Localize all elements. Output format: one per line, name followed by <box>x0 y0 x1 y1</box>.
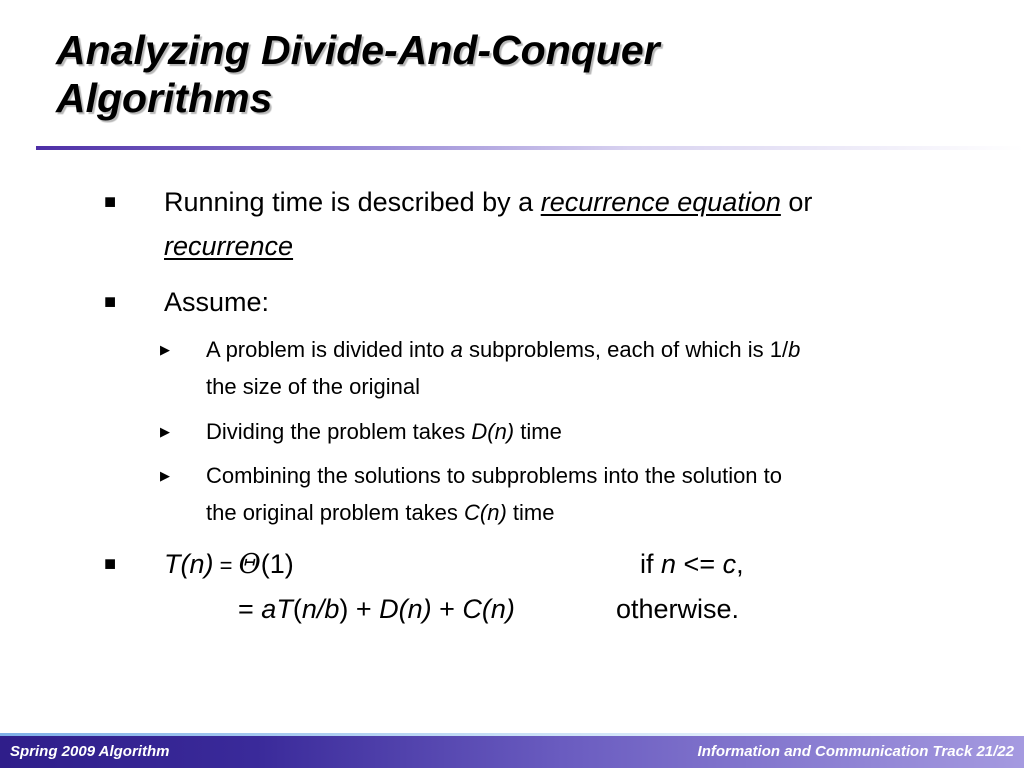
text-segment: ) <box>339 594 349 624</box>
square-bullet-icon: ■ <box>104 553 117 575</box>
subbullet-text <box>206 457 960 531</box>
slide-title-line2: Algorithms <box>56 75 273 121</box>
text-segment: A problem is divided into <box>206 337 451 362</box>
subbullet-divide <box>160 331 960 405</box>
text-segment: time <box>506 500 555 525</box>
var-n: n <box>661 549 677 579</box>
eq-lhs: T(n) <box>164 549 214 579</box>
var-a: a <box>450 337 463 362</box>
text-segment: , <box>736 549 744 579</box>
text-segment: <= <box>676 549 723 579</box>
bullet-assume <box>104 280 994 324</box>
bullet-recurrence <box>104 180 994 268</box>
var-C-n: C(n) <box>462 594 515 624</box>
eq-theta-arg: (1) <box>260 549 294 579</box>
equation-condition-base <box>640 542 744 586</box>
var-D-n: D(n) <box>471 419 515 444</box>
text-segment: if <box>640 549 662 579</box>
subbullet-dividing-time <box>160 413 960 450</box>
subbullet-combining-time <box>160 457 960 531</box>
eq-equals: = <box>238 594 262 624</box>
text-segment: or <box>780 187 813 217</box>
equation-line-base <box>164 542 294 588</box>
var-a: a <box>261 594 277 624</box>
text-segment: + <box>431 594 463 624</box>
bullet-text: Assume: <box>164 287 270 317</box>
square-bullet-icon: ■ <box>104 291 117 313</box>
text-segment: subproblems, each of which is 1/ <box>462 337 789 362</box>
var-n-over-b: n/b <box>301 594 340 624</box>
text-segment: otherwise. <box>616 594 740 624</box>
triangle-bullet-icon: ▶ <box>160 342 170 357</box>
triangle-bullet-icon: ▶ <box>160 468 170 483</box>
text-segment: Combining the solutions to subproblems into the solution to <box>206 463 783 488</box>
text-segment: the size of the original <box>206 374 421 399</box>
footer-track-page: Information and Communication Track 21/22 <box>697 743 1014 760</box>
text-segment: ( <box>292 594 302 624</box>
equation-condition-otherwise <box>616 587 739 631</box>
equation-line-recursive <box>238 587 515 631</box>
subbullet-text <box>206 331 960 405</box>
square-bullet-icon: ■ <box>104 191 117 213</box>
text-segment: time <box>514 419 562 444</box>
var-c: c <box>722 549 737 579</box>
var-T: T <box>276 594 293 624</box>
text-segment: Running time is described by a <box>164 187 541 217</box>
text-segment: Dividing the problem takes <box>206 419 472 444</box>
footer-course: Spring 2009 Algorithm <box>10 743 170 760</box>
subbullet-text <box>206 413 960 450</box>
var-D-n: D(n) <box>379 594 432 624</box>
eq-equals: = <box>213 553 239 578</box>
var-b: b <box>788 337 801 362</box>
text-segment: the original problem takes <box>206 500 465 525</box>
theta-symbol: Θ <box>238 549 261 580</box>
text-segment: + <box>348 594 380 624</box>
term-recurrence-equation: recurrence equation <box>540 187 781 217</box>
slide-title-line1: Analyzing Divide-And-Conquer <box>56 27 660 73</box>
triangle-bullet-icon: ▶ <box>160 424 170 439</box>
term-recurrence: recurrence <box>164 231 294 261</box>
var-C-n: C(n) <box>464 500 507 525</box>
bullet-text <box>164 180 994 268</box>
